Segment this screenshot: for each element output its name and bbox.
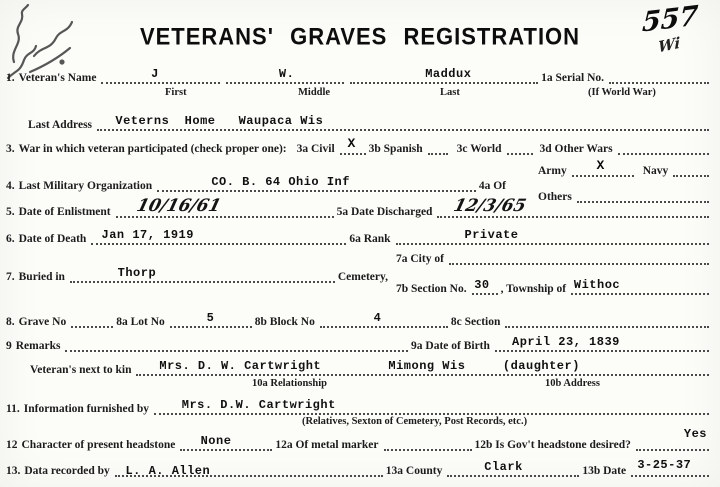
last-name-line — [350, 67, 538, 84]
recorded-by-value: L. A. Allen — [125, 464, 211, 478]
civil-war-line — [340, 136, 366, 155]
field-row-others — [538, 187, 712, 203]
military-org-value: CO. B. 64 Ohio Inf — [211, 175, 350, 189]
sub-last-label: Last — [440, 87, 460, 98]
cemetery-name-value: Thorp — [117, 266, 157, 280]
lot-no-value: 5 — [206, 311, 215, 325]
block-no-value: 4 — [373, 311, 382, 325]
buried-in-label: Buried in — [18, 271, 65, 283]
city-of-line — [449, 260, 709, 265]
next-of-kin-address: Mimong Wis — [388, 359, 466, 373]
enlistment-label: Date of Enlistment — [18, 206, 111, 218]
civil-war-label: 3a Civil — [296, 143, 335, 155]
information-label: Information furnished by — [23, 403, 149, 415]
field-row-next-of-kin — [6, 360, 712, 376]
information-line — [154, 398, 709, 415]
last-name-value: Maddux — [425, 67, 472, 81]
sub-middle-label: Middle — [298, 87, 331, 98]
field-8-number: 8. — [6, 316, 15, 328]
of-label: 4a Of — [478, 180, 506, 192]
recorded-by-line — [115, 464, 383, 478]
army-line — [572, 158, 634, 177]
field-row-headstone — [6, 427, 712, 451]
metal-marker-line — [384, 446, 472, 451]
field-row-veteran-name — [6, 68, 712, 84]
rank-label: 6a Rank — [349, 233, 391, 245]
cemetery-name-line — [70, 266, 335, 283]
block-no-line — [320, 311, 448, 328]
last-address-label: Last Address — [28, 119, 93, 131]
field-9-number: 9 — [6, 340, 12, 352]
field-3-number: 3. — [6, 143, 15, 155]
lot-no-label: 8a Lot No — [116, 316, 165, 328]
date-recorded-line — [631, 458, 709, 477]
middle-name-value: W. — [278, 67, 295, 81]
navy-label: Navy — [642, 165, 669, 177]
field-6-number: 6. — [6, 233, 15, 245]
recorded-by-label: Data recorded by — [24, 465, 110, 477]
field-row-section-township — [396, 279, 712, 295]
field-13-number: 13. — [6, 465, 21, 477]
field-11-number: 11. — [6, 403, 20, 415]
field-7-number: 7. — [6, 271, 15, 283]
rank-value: Private — [464, 228, 519, 242]
field-row-information — [6, 399, 712, 415]
discharged-date-handwritten: 12/3/65 — [451, 196, 528, 216]
township-value: Withoc — [573, 278, 621, 292]
civil-war-check: X — [347, 136, 356, 151]
information-value: Mrs. D.W. Cartwright — [181, 398, 336, 412]
metal-marker-label: 12a Of metal marker — [275, 439, 379, 451]
next-of-kin-name: Mrs. D. W. Cartwright — [159, 359, 322, 373]
township-label: , Township of — [500, 283, 567, 295]
field-row-war — [6, 136, 712, 155]
serial-no-line — [609, 79, 709, 84]
county-label: 13a County — [385, 465, 443, 477]
form-title: VETERANS' GRAVES REGISTRATION — [139, 22, 581, 50]
sub-serial-label: (If World War) — [588, 87, 656, 98]
remarks-line — [65, 347, 408, 352]
dob-value: April 23, 1839 — [512, 335, 620, 349]
last-address-value: Veterns Home Waupaca Wis — [115, 114, 324, 128]
gov-headstone-label: 12b Is Gov't headstone desired? — [474, 439, 631, 451]
remarks-label: Remarks — [15, 340, 61, 352]
first-name-line — [101, 67, 219, 84]
field-row-death — [6, 229, 712, 245]
death-date-value: Jan 17, 1919 — [101, 228, 194, 242]
others-label: Others — [538, 191, 572, 203]
enlistment-date-handwritten: 10/16/61 — [134, 196, 224, 216]
field-1-label: Veteran's Name — [18, 72, 97, 84]
rank-line — [396, 228, 709, 245]
section-no-value: 30 — [474, 278, 490, 292]
death-date-line — [91, 228, 346, 245]
sub-relationship-label: 10a Relationship — [252, 378, 327, 389]
field-row-army-navy — [538, 158, 712, 177]
dob-label: 9a Date of Birth — [411, 340, 490, 352]
field-row-last-address — [6, 115, 712, 131]
section-no-line — [472, 278, 498, 295]
next-of-kin-line — [136, 359, 709, 376]
field-1-number: 1. — [6, 72, 15, 84]
sub-address-label: 10b Address — [545, 378, 600, 389]
township-line — [571, 278, 709, 295]
gov-headstone-line — [636, 427, 709, 451]
army-check: X — [596, 158, 605, 173]
headstone-line — [180, 434, 272, 451]
page-note-handwritten: Wi — [657, 33, 680, 57]
section-no-label: 7b Section No. — [396, 283, 467, 295]
last-address-line — [97, 114, 709, 131]
field-row-recorded-by — [6, 458, 712, 478]
grave-no-line — [71, 323, 113, 328]
war-label: War in which veteran participated (check proper one): — [18, 143, 287, 155]
other-wars-line — [618, 150, 709, 155]
world-war-label: 3c World — [456, 143, 502, 155]
block-no-label: 8b Block No — [254, 316, 315, 328]
date-recorded-value: 3-25-37 — [637, 458, 692, 472]
grave-no-label: Grave No — [18, 316, 67, 328]
section-8c-line — [505, 323, 709, 328]
county-line — [447, 460, 579, 477]
headstone-label: Character of present headstone — [21, 439, 176, 451]
page-number-handwritten: 557 — [641, 0, 699, 39]
military-org-line — [157, 175, 476, 192]
enlistment-line — [116, 196, 334, 218]
next-of-kin-relationship: (daughter) — [502, 359, 580, 373]
field-5-number: 5. — [6, 206, 15, 218]
field-row-remarks — [6, 336, 712, 352]
field-4-number: 4. — [6, 180, 15, 192]
serial-no-label: 1a Serial No. — [541, 72, 605, 84]
cemetery-suffix-label: Cemetery, — [337, 271, 388, 283]
gov-headstone-value: Yes — [683, 427, 707, 441]
first-name-value: J — [151, 67, 159, 81]
lot-no-line — [170, 311, 252, 328]
next-of-kin-label: Veteran's next to kin — [30, 364, 132, 376]
field-12-number: 12 — [6, 439, 18, 451]
field-row-military-org — [6, 176, 508, 192]
field-1-sublabels — [0, 87, 720, 101]
spanish-war-label: 3b Spanish — [368, 143, 423, 155]
middle-name-line — [226, 67, 344, 84]
field-10-sublabels — [0, 378, 720, 392]
city-of-label: 7a City of — [396, 253, 444, 265]
field-row-city-of — [396, 249, 712, 265]
navy-line — [673, 172, 709, 177]
world-war-line — [507, 150, 533, 155]
section-8c-label: 8c Section — [450, 316, 501, 328]
dob-line — [495, 335, 709, 352]
field-11-sublabel — [0, 416, 720, 430]
discharged-label: 5a Date Discharged — [336, 206, 433, 218]
date-recorded-label: 13b Date — [582, 465, 627, 477]
army-label: Army — [538, 165, 567, 177]
field-row-grave — [6, 312, 712, 328]
field-row-buried-in — [6, 267, 390, 283]
death-label: Date of Death — [18, 233, 87, 245]
sub-first-label: First — [165, 87, 187, 98]
county-value: Clark — [484, 460, 523, 474]
other-wars-label: 3d Other Wars — [539, 143, 613, 155]
information-sub-caption: (Relatives, Sexton of Cemetery, Post Records, etc.) — [302, 416, 528, 427]
headstone-value: None — [200, 434, 232, 448]
military-org-label: Last Military Organization — [18, 180, 153, 192]
spanish-war-line — [428, 150, 448, 155]
